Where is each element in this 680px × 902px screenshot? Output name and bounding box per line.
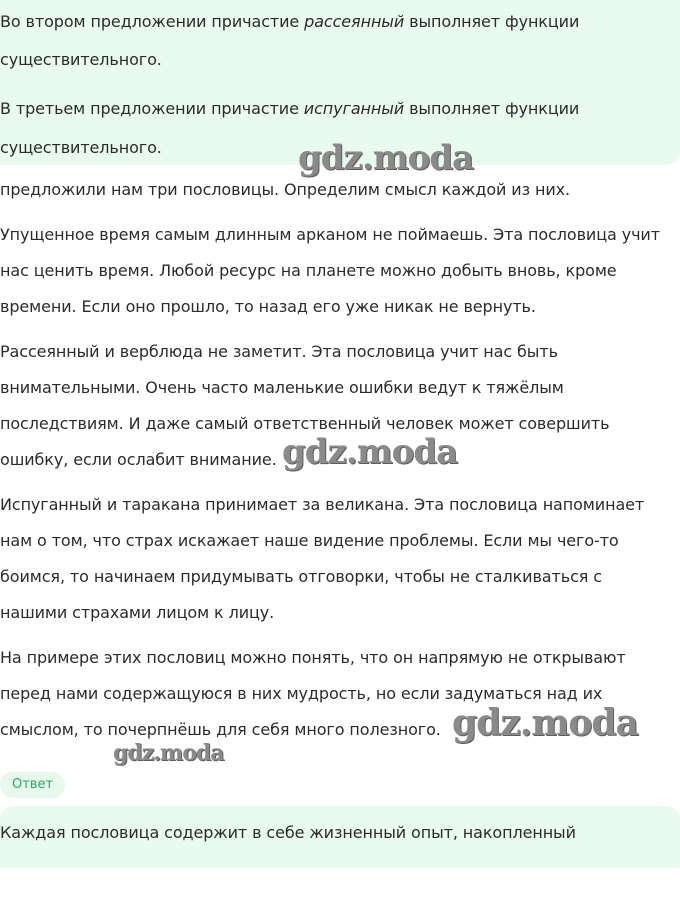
paragraph-7-line-1: На примере этих пословиц можно понять, что он напрямую не открывают bbox=[0, 648, 626, 667]
paragraph-7-line-2: перед нами содержащуюся в них мудрость, но если задуматься над их bbox=[0, 684, 603, 703]
paragraph-3-line-1: предложили нам три пословицы. Определим смысл каждой из них. bbox=[0, 180, 571, 199]
paragraph-1-line-1: Во втором предложении причастие рассеянный выполняет функции bbox=[0, 12, 580, 31]
paragraph-6-line-1: Испуганный и таракана принимает за великана. Эта пословица напоминает bbox=[0, 495, 645, 514]
paragraph-6-line-3: боимся, то начинаем придумывать отговорки, чтобы не сталкиваться с bbox=[0, 567, 602, 586]
answer-line-1: Каждая пословица содержит в себе жизненный опыт, накопленный bbox=[0, 823, 576, 842]
watermark-logo: gdz.moda bbox=[452, 702, 638, 744]
paragraph-4-line-3: времени. Если оно прошло, то назад его уже никак не вернуть. bbox=[0, 297, 536, 316]
italic-participle: рассеянный bbox=[304, 12, 405, 31]
answer-badge: Ответ bbox=[0, 772, 65, 798]
watermark-logo: gdz.moda bbox=[113, 740, 224, 766]
paragraph-2-line-1: В третьем предложении причастие испуганный выполняет функции bbox=[0, 99, 580, 118]
watermark-logo: gdz.moda bbox=[282, 432, 458, 472]
paragraph-5-line-4: ошибку, если ослабит внимание. bbox=[0, 450, 277, 469]
paragraph-5-line-3: последствиям. И даже самый ответственный человек может совершить bbox=[0, 414, 610, 433]
paragraph-4-line-1: Упущенное время самым длинным арканом не поймаешь. Эта пословица учит bbox=[0, 225, 660, 244]
paragraph-2-line-2: существительного. bbox=[0, 138, 162, 157]
paragraph-5-line-2: внимательными. Очень часто маленькие ошибки ведут к тяжёлым bbox=[0, 378, 564, 397]
italic-participle: испуганный bbox=[303, 99, 405, 118]
paragraph-4-line-2: нас ценить время. Любой ресурс на планете можно добыть вновь, кроме bbox=[0, 261, 617, 280]
paragraph-7-line-3: смыслом, то почерпнёшь для себя много полезного. bbox=[0, 720, 441, 739]
watermark-logo: gdz.moda bbox=[298, 138, 474, 178]
paragraph-1-line-2: существительного. bbox=[0, 50, 162, 69]
paragraph-6-line-4: нашими страхами лицом к лицу. bbox=[0, 603, 275, 622]
paragraph-6-line-2: нам о том, что страх искажает наше видение проблемы. Если мы чего-то bbox=[0, 531, 619, 550]
paragraph-5-line-1: Рассеянный и верблюда не заметит. Эта пословица учит нас быть bbox=[0, 342, 558, 361]
